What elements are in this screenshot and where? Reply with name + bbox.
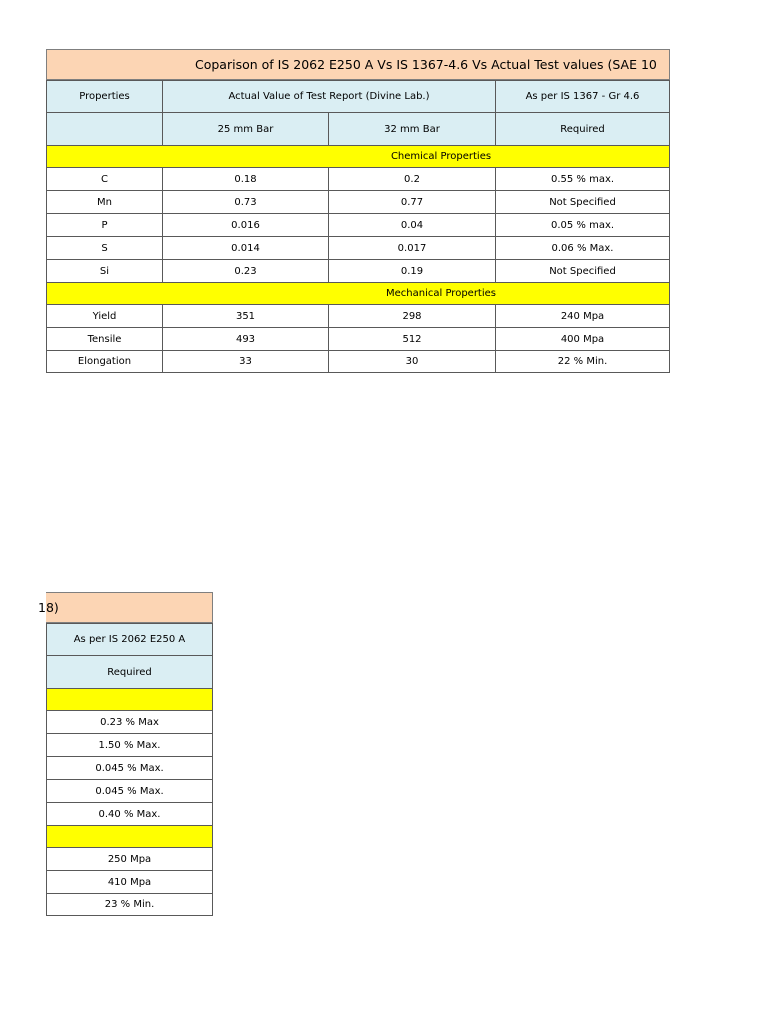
table-title xyxy=(46,49,670,80)
row-elongation-prop: Elongation xyxy=(46,350,163,373)
section-mechanical-band-continued xyxy=(46,825,213,848)
header-25mm-bar: 25 mm Bar xyxy=(162,112,329,146)
row-tensile-25: 493 xyxy=(162,327,329,351)
row-mn-32: 0.77 xyxy=(328,190,496,214)
row-mn-prop: Mn xyxy=(46,190,163,214)
row-si-25: 0.23 xyxy=(162,259,329,283)
row-tensile-prop: Tensile xyxy=(46,327,163,351)
row-p-is2062: 0.045 % Max. xyxy=(46,756,213,780)
section-mechanical-label: Mechanical Properties xyxy=(386,288,496,299)
header-actual-value: Actual Value of Test Report (Divine Lab.) xyxy=(162,80,496,113)
header-properties-blank xyxy=(46,112,163,146)
row-s-32: 0.017 xyxy=(328,236,496,260)
header-is1367: As per IS 1367 - Gr 4.6 xyxy=(495,80,670,113)
header-is2062: As per IS 2062 E250 A xyxy=(46,623,213,656)
row-p-32: 0.04 xyxy=(328,213,496,237)
row-yield-is2062: 250 Mpa xyxy=(46,847,213,871)
row-si-prop: Si xyxy=(46,259,163,283)
header-32mm-bar: 32 mm Bar xyxy=(328,112,496,146)
row-p-prop: P xyxy=(46,213,163,237)
row-mn-is1367: Not Specified xyxy=(495,190,670,214)
row-si-is1367: Not Specified xyxy=(495,259,670,283)
row-s-25: 0.014 xyxy=(162,236,329,260)
row-mn-is2062: 1.50 % Max. xyxy=(46,733,213,757)
row-yield-is1367: 240 Mpa xyxy=(495,304,670,328)
section-mechanical-band xyxy=(46,282,670,305)
header-required-is1367: Required xyxy=(495,112,670,146)
table-title-text: Coparison of IS 2062 E250 A Vs IS 1367-4.6 Vs Actual Test values (SAE 10 xyxy=(195,57,657,72)
row-c-prop: C xyxy=(46,167,163,191)
row-elongation-is2062: 23 % Min. xyxy=(46,893,213,916)
row-elongation-25: 33 xyxy=(162,350,329,373)
row-si-is2062: 0.40 % Max. xyxy=(46,802,213,826)
row-elongation-32: 30 xyxy=(328,350,496,373)
header-properties: Properties xyxy=(46,80,163,113)
row-c-is1367: 0.55 % max. xyxy=(495,167,670,191)
row-yield-32: 298 xyxy=(328,304,496,328)
header-required-is2062: Required xyxy=(46,655,213,689)
table-title-continued-text: 18) xyxy=(38,600,59,615)
row-c-is2062: 0.23 % Max xyxy=(46,710,213,734)
section-chemical-band xyxy=(46,145,670,168)
row-tensile-is1367: 400 Mpa xyxy=(495,327,670,351)
row-yield-prop: Yield xyxy=(46,304,163,328)
row-tensile-32: 512 xyxy=(328,327,496,351)
row-s-is1367: 0.06 % Max. xyxy=(495,236,670,260)
row-mn-25: 0.73 xyxy=(162,190,329,214)
row-p-25: 0.016 xyxy=(162,213,329,237)
row-elongation-is1367: 22 % Min. xyxy=(495,350,670,373)
row-yield-25: 351 xyxy=(162,304,329,328)
row-c-25: 0.18 xyxy=(162,167,329,191)
table-title-continued xyxy=(38,592,213,623)
row-p-is1367: 0.05 % max. xyxy=(495,213,670,237)
row-si-32: 0.19 xyxy=(328,259,496,283)
row-s-is2062: 0.045 % Max. xyxy=(46,779,213,803)
row-c-32: 0.2 xyxy=(328,167,496,191)
section-chemical-band-continued xyxy=(46,688,213,711)
section-chemical-label: Chemical Properties xyxy=(390,151,492,162)
row-s-prop: S xyxy=(46,236,163,260)
row-tensile-is2062: 410 Mpa xyxy=(46,870,213,894)
